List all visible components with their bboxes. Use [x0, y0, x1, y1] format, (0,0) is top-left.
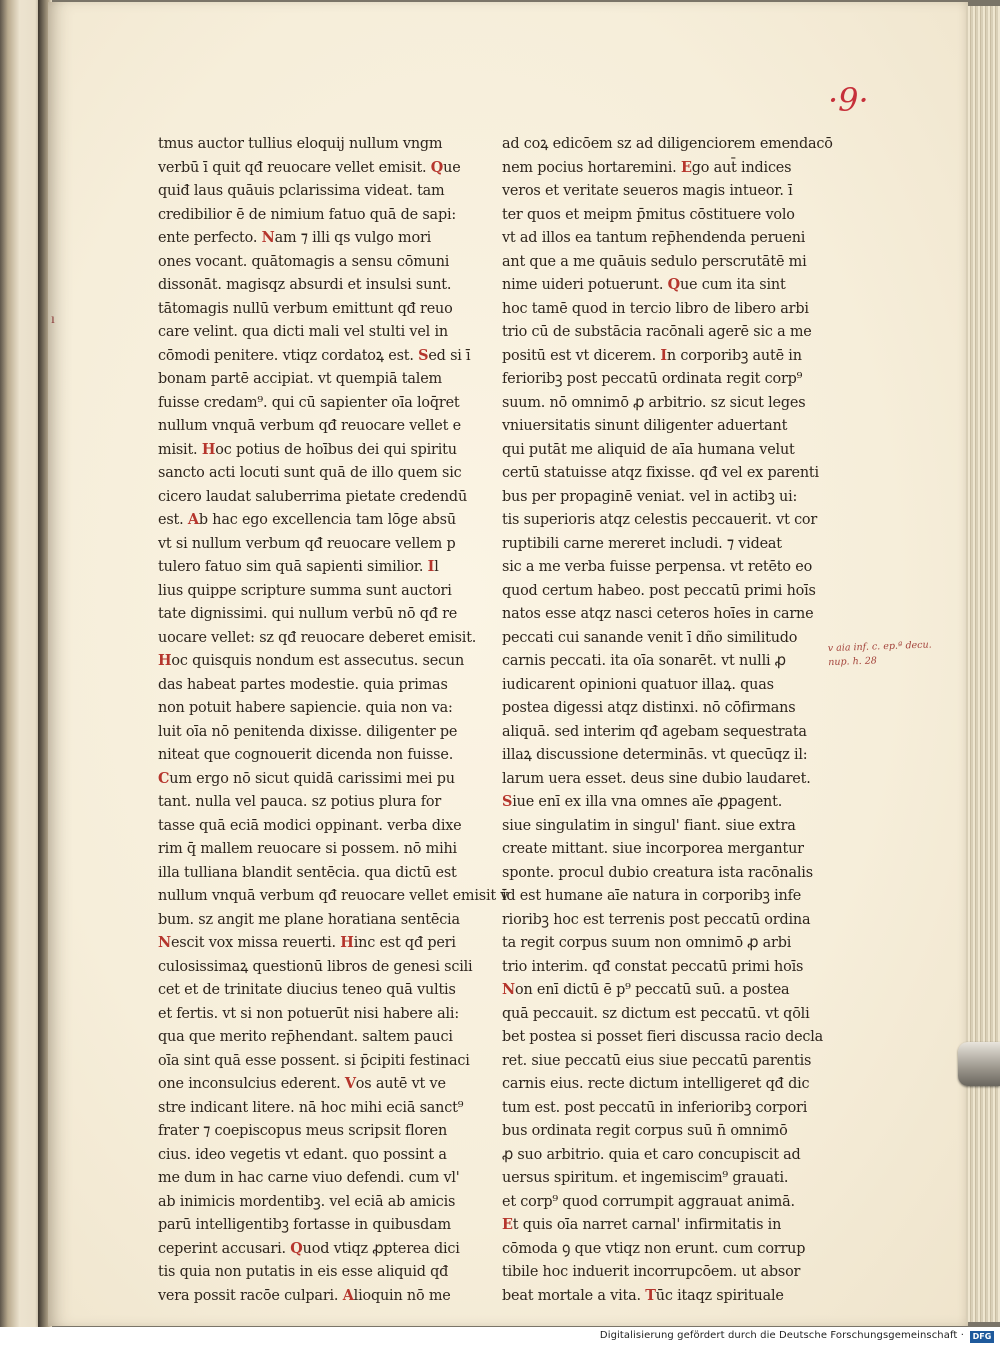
line-text: tant. nulla vel pauca. sz potius plura for — [158, 792, 442, 810]
line-text: rim q̄ mallem reuocare si possem. nō mihi — [158, 839, 457, 857]
text-line — [158, 203, 457, 227]
line-text: ter quos et meipm p̄mitus cōstituere volo — [502, 204, 795, 223]
text-line — [158, 1025, 453, 1049]
line-text: lioquin nō me — [353, 1285, 451, 1304]
line-text: qui putāt me aliquid de aīa humana velut — [502, 439, 795, 458]
line-text: nime uideri potuerunt. — [502, 275, 668, 293]
line-text: carnis eius. recte dictum intelligeret qđ dic — [502, 1074, 810, 1092]
book-clasp — [958, 1042, 1000, 1086]
footer-bar — [0, 1327, 1000, 1347]
line-text: quā peccauit. sz dictum est peccatū. vt qōli — [502, 1003, 810, 1022]
rubricated-initial: H — [201, 439, 216, 458]
line-text: ab inimicis mordentibꝫ. vel eciā ab amicis — [158, 1191, 456, 1210]
line-text: et fertis. vt si non potuerūt nisi habere ali: — [158, 1003, 460, 1022]
line-text: cius. ideo vegetis vt edant. quo possint a — [158, 1144, 447, 1163]
rubricated-initial: V — [344, 1074, 356, 1092]
text-line — [158, 1190, 456, 1214]
facing-page-marks — [3, 150, 19, 1050]
line-text: larum uera esset. deus sine dubio laudaret. — [502, 768, 811, 787]
line-text: misit. — [158, 439, 202, 458]
rubricated-initial: H — [340, 933, 354, 951]
text-line — [158, 1213, 451, 1237]
text-line — [158, 767, 455, 791]
text-line — [502, 955, 804, 979]
rubricated-initial: Q — [667, 275, 680, 293]
left-text-column — [158, 132, 509, 1307]
text-line — [502, 861, 813, 885]
rubricated-initial: I — [660, 345, 667, 364]
rubricated-initial: A — [187, 510, 199, 528]
line-text: qua que merito rep̄hendant. saltem pauci — [158, 1027, 453, 1045]
line-text: b hac ego excellencia tam lōge absū — [198, 510, 456, 528]
line-text: parū intelligentibꝫ fortasse in quibusdam — [158, 1215, 451, 1233]
line-text: iue enī ex illa vna omnes aīe ꝓpagent. — [512, 792, 783, 810]
text-line — [158, 579, 452, 603]
line-text: tātomagis nullū verbum emittunt qđ reuo — [158, 298, 453, 317]
text-line — [158, 485, 468, 509]
line-text: fuisse credam⁹. qui cū sapienter oīa loq̄ret — [158, 392, 460, 411]
text-line — [158, 438, 457, 462]
text-line — [158, 1166, 460, 1190]
text-line — [158, 1143, 447, 1167]
line-text: ant que a me quāuis sedulo perscrutātē mi — [502, 251, 807, 270]
text-line — [158, 532, 456, 556]
line-text: one inconsulcius ederent. — [158, 1074, 345, 1092]
line-text: illa tulliana blandit sentēcia. qua dictū est — [158, 862, 457, 881]
line-text: trio cū de substācia racōnali agerē sic a me — [502, 322, 812, 340]
line-text: cōmoda ꝯ que vtiqz non erunt. cum corrup — [502, 1238, 806, 1257]
line-text: non potuit habere sapiencie. quia non va: — [158, 698, 453, 716]
text-line — [158, 626, 477, 650]
line-text: vera possit racōe culpari. — [158, 1285, 343, 1304]
line-text: certū statuisse atqz fixisse. qđ vel ex parenti — [502, 463, 819, 481]
line-text: ue cum ita sint — [679, 275, 786, 293]
text-line — [158, 344, 471, 368]
line-text: n corporibꝫ autē in — [666, 345, 802, 364]
line-text: tis superioris atqz celestis peccauerit. vt cor — [502, 510, 818, 528]
text-line — [502, 320, 812, 344]
dfg-logo: DFG — [970, 1331, 994, 1343]
line-text: ue — [443, 157, 461, 176]
text-line — [502, 391, 806, 415]
line-text: cet et de trinitate diucius teneo quā vultis — [158, 980, 456, 998]
line-text: um ergo nō sicut quidā carissimi mei pu — [169, 768, 455, 787]
text-line — [502, 579, 816, 603]
text-line — [158, 861, 457, 885]
text-line — [158, 273, 452, 297]
text-line — [502, 250, 807, 274]
text-line — [158, 414, 461, 438]
line-text: me dum in hac carne viuo defendi. cum vl' — [158, 1168, 460, 1186]
line-text: luit oīa nō penitenda dixisse. diligenter pe — [158, 721, 458, 740]
line-text: natos esse atqz nasci ceteros hoīes in carne — [502, 604, 814, 622]
rubricated-initial: N — [502, 980, 515, 998]
line-text: create mittant. siue incorporea mergantur — [502, 839, 804, 857]
line-text: ruptibili carne mereret includi. ⁊ videat — [502, 533, 782, 552]
text-line — [502, 179, 793, 203]
line-text: id est humane aīe natura in corporibꝫ infe — [502, 886, 802, 904]
line-text: ente perfecto. — [158, 228, 262, 246]
text-line — [158, 297, 453, 321]
text-line — [158, 602, 458, 626]
line-text: bum. sz angit me plane horatiana sentēcia — [158, 909, 460, 928]
line-text: ferioribꝫ post peccatū ordinata regit corp⁹ — [502, 369, 803, 387]
rubricated-initial: I — [427, 557, 435, 575]
text-line — [502, 673, 784, 697]
line-text: quod certum habeo. post peccatū primi hoīs — [502, 580, 816, 599]
funding-credit: Digitalisierung gefördert durch die Deutsche Forschungsgemeinschaft · — [599, 1330, 964, 1341]
rubricated-initial: S — [502, 792, 513, 810]
line-text: ed si ī — [428, 345, 471, 364]
text-line — [502, 414, 788, 438]
line-text: ta regit corpus suum non omnimō ꝓ arbi — [502, 933, 792, 951]
line-text: t quis oīa narret carnal' infirmitatis in — [512, 1215, 782, 1233]
right-text-column — [502, 132, 833, 1307]
text-line — [502, 1143, 801, 1167]
rubricated-initial: T — [645, 1285, 656, 1304]
rubricated-initial: E — [680, 157, 692, 176]
rubricated-initial: C — [158, 768, 170, 787]
text-line — [158, 461, 462, 485]
text-line — [158, 132, 443, 156]
text-line — [502, 649, 784, 673]
text-line — [502, 1260, 801, 1284]
line-text: tum est. post peccatū in inferioribꝫ corpori — [502, 1097, 808, 1116]
text-line — [158, 179, 445, 203]
text-line — [158, 649, 465, 673]
line-text: aliquā. sed interim qđ agebam sequestrata — [502, 721, 807, 740]
line-text: care velint. qua dicti mali vel stulti vel in — [158, 322, 448, 340]
line-text: positū est vt dicerem. — [502, 345, 661, 364]
pencil-mark: ı — [51, 312, 55, 327]
line-text: bus per propaginē veniat. vel in actibꝫ ui: — [502, 486, 798, 505]
line-text: nem pocius hortaremini. — [502, 157, 681, 176]
text-line — [502, 1237, 806, 1261]
text-line — [502, 297, 809, 321]
line-text: ret. siue peccatū eius siue peccatū parentis — [502, 1050, 812, 1069]
text-line — [502, 1284, 784, 1308]
line-text: oīa sint quā esse possent. si p̄cipiti festinaci — [158, 1050, 470, 1069]
line-text: oc quisquis nondum est assecutus. secun — [171, 651, 465, 669]
line-text: peccati cui sanande venit ī dño similitudo — [502, 627, 798, 646]
text-line — [158, 790, 440, 814]
rubricated-initial: N — [158, 933, 171, 951]
text-line — [502, 1119, 788, 1143]
line-text: bonam partē accipiat. vt quempiā talem — [158, 369, 442, 387]
text-line — [502, 790, 784, 814]
text-line — [502, 814, 796, 838]
line-text: veros et veritate seueros magis intueor. ī — [502, 181, 793, 199]
folio-number: ·9· — [828, 81, 869, 119]
text-line — [158, 931, 456, 955]
text-line — [502, 367, 803, 391]
line-text: niteat que cognouerit dicenda non fuisse. — [158, 745, 454, 763]
line-text: sic a me verba fuisse perpensa. vt retēto eo — [502, 557, 813, 575]
line-text: tate dignissimi. qui nullum verbū nō qđ re — [158, 604, 458, 622]
line-text: credibilior ē de nimium fatuo quā de sapi: — [158, 204, 457, 223]
text-line — [158, 1002, 460, 1026]
line-text: stre indicant litere. nā hoc mihi eciā sanct⁹ — [158, 1097, 464, 1116]
text-line — [158, 156, 461, 180]
line-text: iudicarent opinioni quatuor illaꝝ. quas — [502, 674, 774, 693]
line-text: l — [434, 557, 439, 575]
line-text: vt si nullum verbum qđ reuocare vellem p — [158, 533, 456, 552]
text-line — [502, 931, 792, 955]
line-text: uersus spiritum. et ingemiscim⁹ grauati. — [502, 1168, 789, 1186]
text-line — [502, 767, 811, 791]
text-line — [158, 1260, 449, 1284]
text-line — [158, 884, 509, 908]
line-text: bus ordinata regit corpus suū n̄ omnimō — [502, 1121, 788, 1139]
text-line — [158, 814, 462, 838]
line-text: dissonāt. magisqz absurdi et insulsi sunt. — [158, 275, 452, 293]
line-text: uocare vellet: sz qđ reuocare deberet emisit. — [158, 627, 477, 646]
rubricated-initial: H — [158, 651, 172, 669]
line-text: vniuersitatis sinunt diligenter aduertant — [502, 416, 788, 434]
text-line — [502, 532, 784, 556]
text-line — [158, 837, 457, 861]
line-text: carnis peccati. ita oīa sonarēt. vt nulli ꝓ — [502, 651, 786, 669]
line-text: cicero laudat saluberrima pietate credendū — [158, 486, 468, 505]
line-text: am ⁊ illi qs vulgo mori — [274, 228, 432, 246]
text-line — [502, 1002, 810, 1026]
text-line — [502, 626, 798, 650]
text-line — [502, 602, 814, 626]
line-text: ad coꝝ edicōem sz ad diligenciorem emendacō — [502, 134, 833, 152]
text-line — [158, 1096, 464, 1120]
line-text: cōmodi penitere. vtiqz cordatoꝝ est. — [158, 345, 419, 364]
text-line — [158, 508, 456, 532]
line-text: hoc tamē quod in tercio libro de libero arbi — [502, 298, 809, 317]
text-line — [158, 250, 450, 274]
line-text: go aut̄ indices — [691, 157, 792, 176]
line-text: culosissimaꝝ questionū libros de genesi scili — [158, 956, 473, 975]
line-text: tulero fatuo sim quā sapienti similior. — [158, 557, 428, 575]
line-text: beat mortale a vita. — [502, 1285, 646, 1304]
line-text: uod vtiqz ꝓpterea dici — [302, 1238, 460, 1257]
text-line — [502, 908, 811, 932]
line-text: ꝓ suo arbitrio. quia et caro concupiscit ad — [502, 1144, 801, 1163]
text-line — [502, 508, 818, 532]
line-text: tmus auctor tullius eloquij nullum vngm — [158, 134, 443, 152]
text-line — [502, 132, 833, 156]
text-line — [502, 555, 813, 579]
line-text: tis quia non putatis in eis esse aliquid qđ — [158, 1262, 449, 1280]
text-line — [158, 1119, 448, 1143]
text-line — [158, 743, 454, 767]
text-line — [158, 955, 473, 979]
line-text: illaꝝ discussione determinās. vt quecūqz il: — [502, 745, 808, 763]
line-text: frater ⁊ coepiscopus meus scripsit floren — [158, 1121, 448, 1139]
line-text: vt ad illos ea tantum rep̄hendenda perueni — [502, 228, 806, 246]
line-text: rioribꝫ hoc est terrenis post peccatū ordina — [502, 909, 811, 928]
text-line — [158, 555, 440, 579]
line-text: ones vocant. quātomagis a sensu cōmuni — [158, 251, 450, 270]
line-text: on enī dictū ē p⁹ peccatū suū. a postea — [514, 980, 790, 998]
text-line — [158, 391, 460, 415]
text-line — [502, 978, 790, 1002]
text-line — [158, 1072, 446, 1096]
text-line — [502, 884, 802, 908]
line-text: ūc itaqz spirituale — [655, 1285, 784, 1304]
text-line — [502, 1072, 810, 1096]
line-text: tibile hoc induerit incorrupcōem. ut absor — [502, 1262, 801, 1280]
text-line — [502, 1190, 795, 1214]
text-line — [502, 273, 784, 297]
line-text: siue singulatim in singul' fiant. siue extra — [502, 815, 796, 834]
text-line — [158, 226, 440, 250]
text-line — [158, 1237, 460, 1261]
line-text: est. — [158, 510, 188, 528]
line-text: lius quippe scripture summa sunt auctori — [158, 580, 452, 599]
line-text: sponte. procul dubio creatura ista racōnalis — [502, 862, 813, 881]
text-line — [502, 720, 807, 744]
text-line — [502, 485, 798, 509]
line-text: os autē vt ve — [355, 1074, 446, 1092]
rubricated-initial: N — [261, 228, 275, 246]
text-line — [502, 344, 802, 368]
text-line — [158, 978, 456, 1002]
text-line — [158, 720, 458, 744]
line-text: postea digessi atqz distinxi. nō cōfirmans — [502, 698, 796, 716]
text-line — [158, 696, 453, 720]
rubricated-initial: Q — [290, 1238, 303, 1257]
text-line — [502, 1049, 812, 1073]
line-text: inc est qđ peri — [353, 933, 456, 951]
rubricated-initial: A — [342, 1285, 354, 1304]
text-line — [158, 673, 448, 697]
rubricated-initial: E — [502, 1215, 513, 1233]
text-line — [158, 1284, 451, 1308]
text-line — [158, 1049, 470, 1073]
rubricated-initial: S — [418, 345, 429, 364]
line-text: nullum vnquā verbum qđ reuocare vellet emisit v̄ — [158, 886, 509, 904]
text-line — [502, 226, 806, 250]
text-line — [502, 696, 796, 720]
line-text: sancto acti locuti sunt quā de illo quem sic — [158, 463, 462, 481]
text-line — [502, 203, 795, 227]
text-line — [502, 156, 792, 180]
rubricated-initial: Q — [430, 157, 444, 176]
line-text: trio interim. qđ constat peccatū primi hoīs — [502, 956, 804, 975]
text-line — [502, 743, 808, 767]
margin-annotation: v aia inf. c. ep.ª decu. nup. h. 28 — [827, 639, 932, 669]
line-text: et corp⁹ quod corrumpit aggrauat animā. — [502, 1191, 795, 1210]
line-text: bet postea si posset fieri discussa racio decla — [502, 1027, 824, 1045]
line-text: escit vox missa reuerti. — [170, 933, 341, 951]
line-text: suum. nō omnimō ꝓ arbitrio. sz sicut leges — [502, 392, 806, 411]
line-text: ceperint accusari. — [158, 1238, 291, 1257]
line-text: das habeat partes modestie. quia primas — [158, 674, 448, 693]
page-edges — [966, 6, 1000, 1322]
text-line — [502, 438, 795, 462]
text-line — [502, 1096, 808, 1120]
line-text: tasse quā eciā modici oppinant. verba dixe — [158, 815, 462, 834]
text-line — [158, 908, 460, 932]
line-text: oc potius de hoībus dei qui spiritu — [215, 439, 457, 458]
line-text: nullum vnquā verbum qđ reuocare vellet e — [158, 416, 461, 434]
text-line — [502, 1025, 824, 1049]
text-line — [502, 1213, 784, 1237]
text-line — [502, 837, 804, 861]
text-line — [158, 320, 448, 344]
text-line — [502, 461, 819, 485]
text-line — [502, 1166, 789, 1190]
line-text: quiđ laus quāuis pclarissima videat. tam — [158, 181, 445, 199]
text-line — [158, 367, 440, 391]
line-text: verbū ī quit qđ reuocare vellet emisit. — [158, 157, 431, 176]
